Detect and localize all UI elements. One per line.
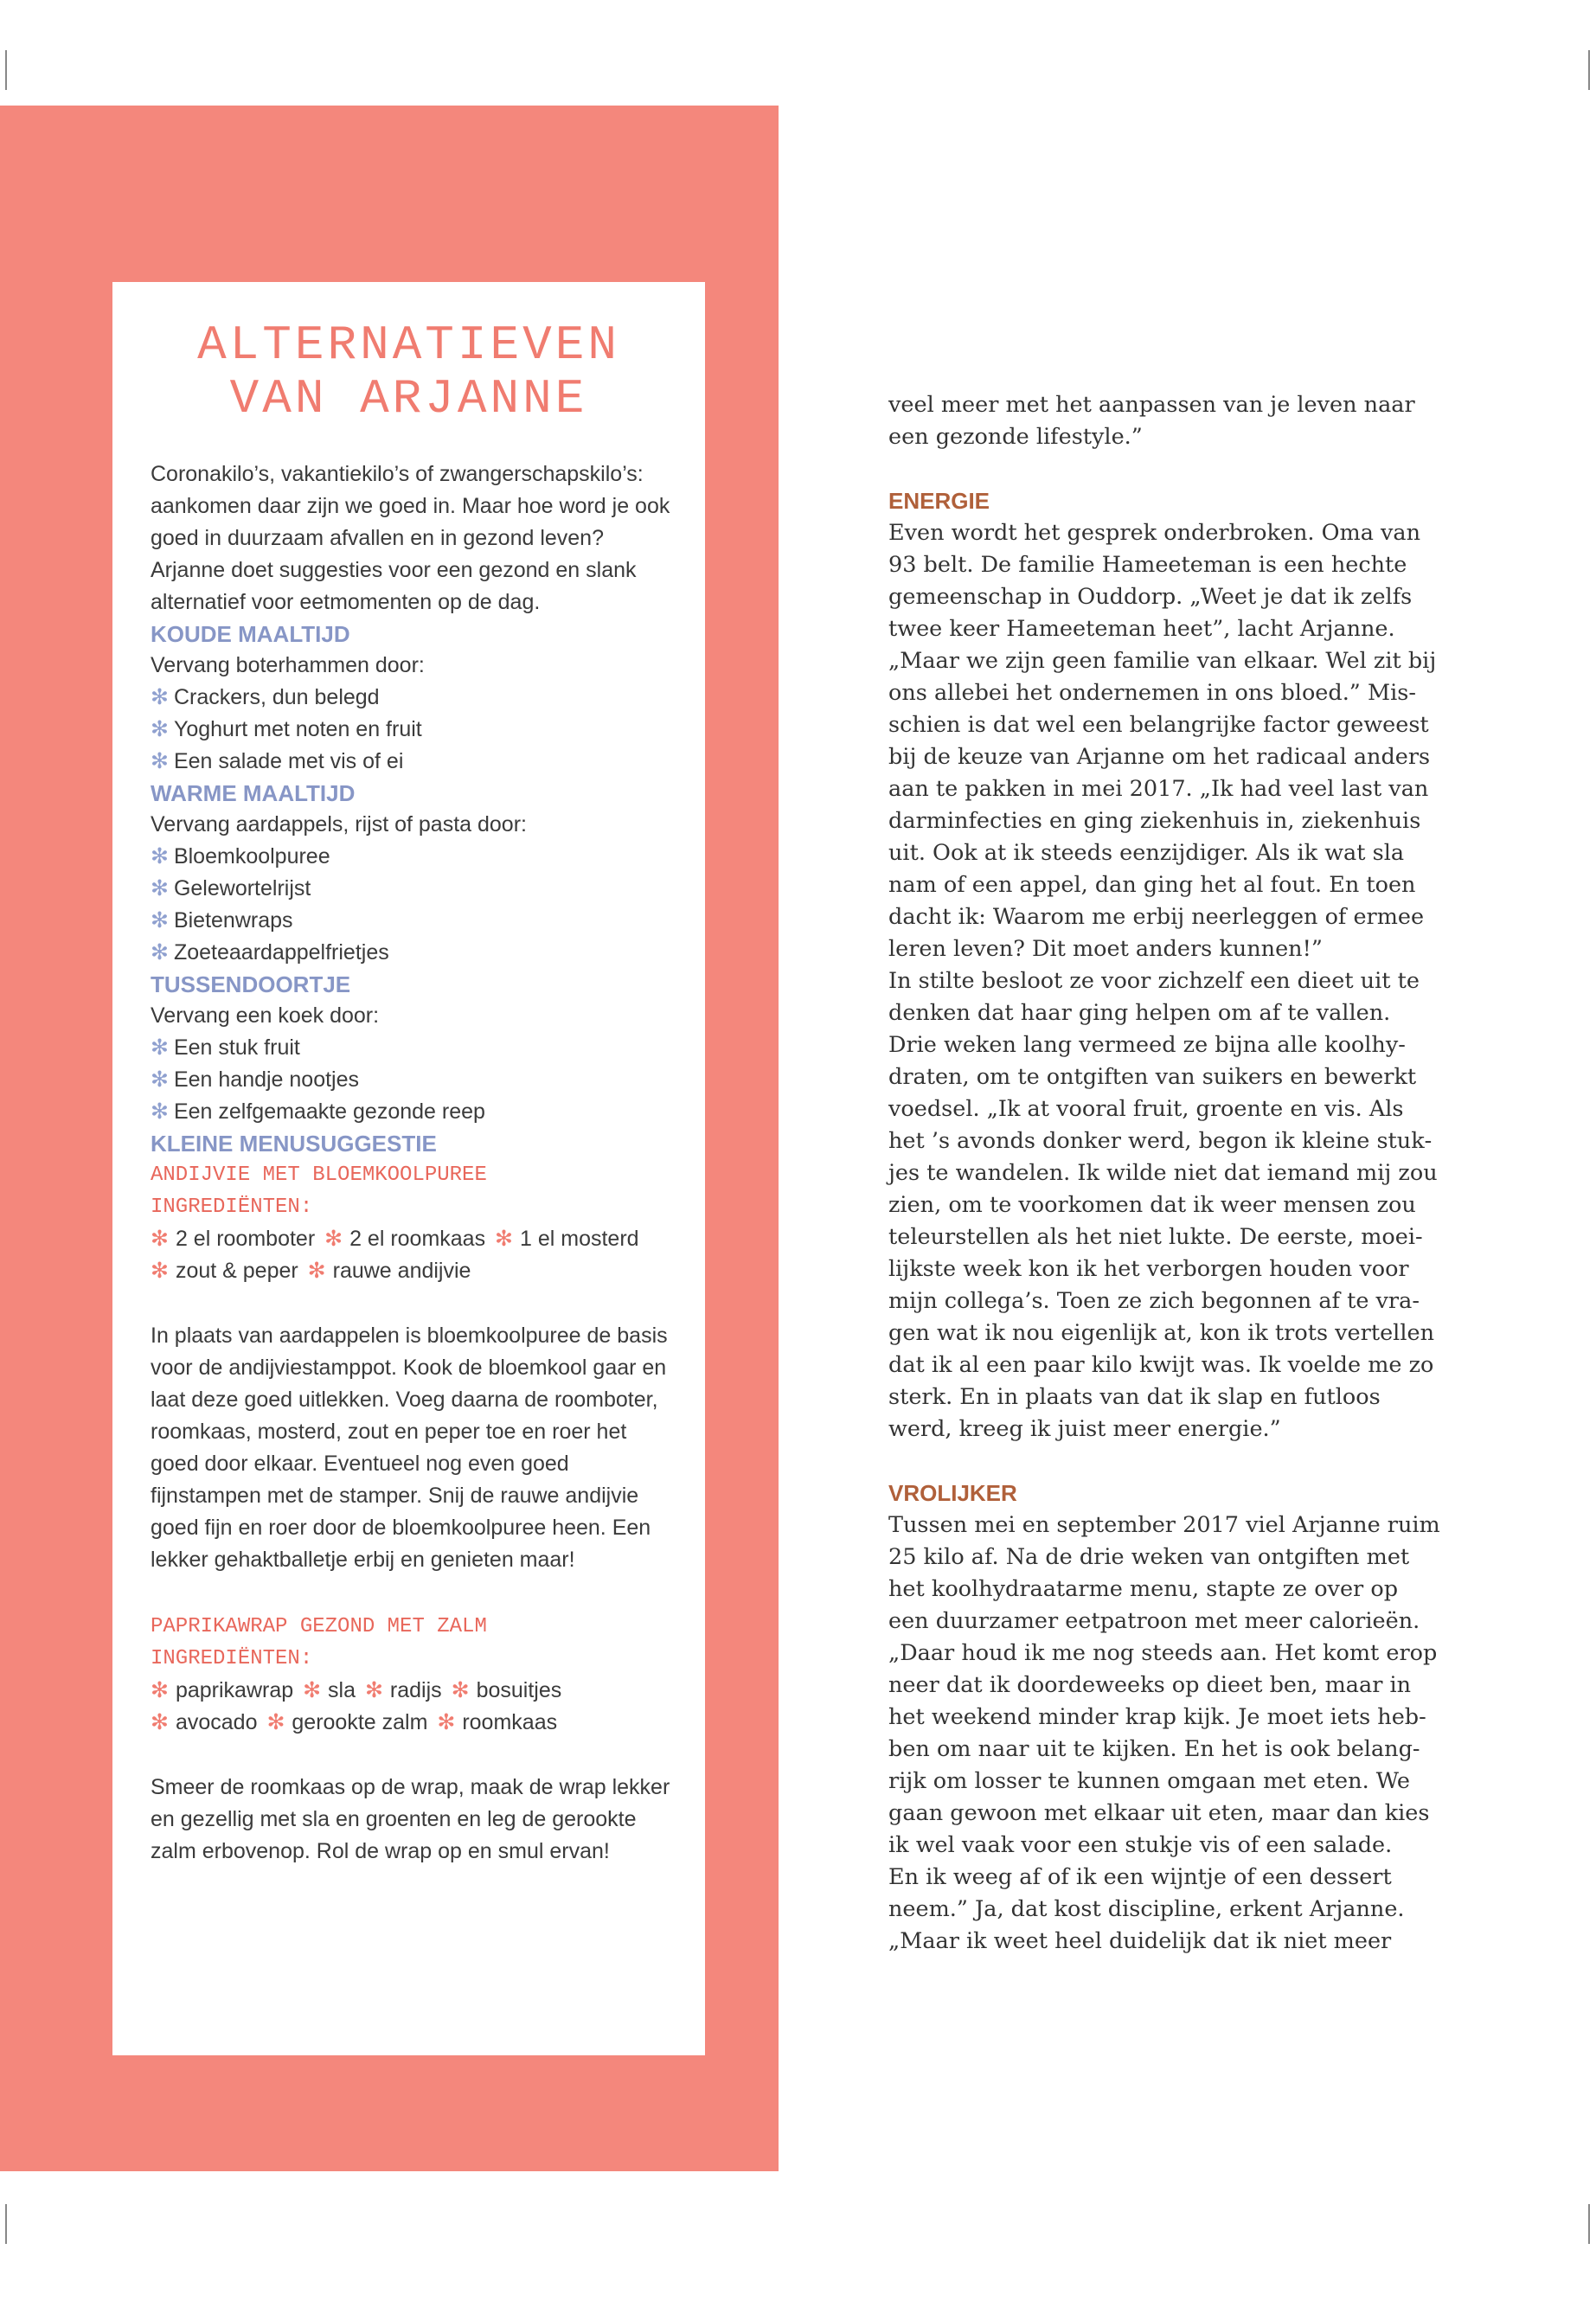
snack-list — [151, 1032, 678, 1128]
list-item-label: Crackers, dun belegd — [173, 685, 380, 709]
asterisk-icon: ✻ — [364, 1678, 383, 1702]
recipe1-ingredients-row1 — [151, 1223, 678, 1255]
list-item-label: Een salade met vis of ei — [173, 749, 404, 773]
list-item — [151, 905, 678, 937]
warm-meal-heading: WARME MAALTIJD — [151, 780, 356, 806]
asterisk-icon: ✻ — [303, 1678, 322, 1702]
asterisk-icon: ✻ — [151, 717, 169, 741]
list-item — [151, 682, 678, 714]
ingredient: sla — [328, 1678, 356, 1702]
asterisk-icon: ✻ — [151, 940, 169, 965]
warm-meal-list — [151, 841, 678, 969]
asterisk-icon: ✻ — [151, 1067, 169, 1092]
ingredient: 2 el roomboter — [175, 1227, 316, 1251]
menu-heading: KLEINE MENUSUGGESTIE — [151, 1131, 437, 1157]
ingredient: roomkaas — [462, 1710, 558, 1734]
list-item — [151, 1064, 678, 1096]
asterisk-icon: ✻ — [307, 1259, 326, 1283]
recipe1-ingredients-label: INGREDIËNTEN: — [151, 1195, 313, 1219]
vrolijker-heading: VROLIJKER — [888, 1480, 1017, 1506]
asterisk-icon: ✻ — [451, 1678, 470, 1702]
list-item-label: Zoeteaardappelfrietjes — [173, 940, 389, 965]
asterisk-icon: ✻ — [266, 1710, 285, 1734]
article-column — [888, 389, 1442, 1958]
list-item — [151, 841, 678, 873]
asterisk-icon: ✻ — [151, 1710, 169, 1734]
ingredient: zout & peper — [175, 1259, 298, 1283]
list-item-label: Een stuk fruit — [173, 1035, 300, 1060]
asterisk-icon: ✻ — [151, 1099, 169, 1124]
recipe2-ingredients-label: INGREDIËNTEN: — [151, 1647, 313, 1670]
asterisk-icon: ✻ — [151, 749, 169, 773]
asterisk-icon: ✻ — [151, 1259, 169, 1283]
list-item-label: Bietenwraps — [173, 908, 293, 933]
asterisk-icon: ✻ — [151, 908, 169, 933]
crop-mark-top-left — [5, 50, 7, 90]
energie-heading: ENERGIE — [888, 488, 990, 514]
recipe1-title: ANDIJVIE MET BLOEMKOOLPUREE — [151, 1163, 487, 1187]
ingredient: rauwe andijvie — [332, 1259, 471, 1283]
recipe2-ingredients-row1 — [151, 1675, 678, 1707]
list-item — [151, 873, 678, 905]
sidebar-title-line2: VAN ARJANNE — [229, 371, 588, 426]
asterisk-icon: ✻ — [495, 1227, 513, 1251]
asterisk-icon: ✻ — [437, 1710, 456, 1734]
ingredient: gerookte zalm — [292, 1710, 428, 1734]
crop-mark-bottom-right — [1588, 2204, 1590, 2244]
asterisk-icon: ✻ — [151, 844, 169, 868]
article-paragraph: En ik weeg af of ik een wijntje of een dessert neem.” Ja, dat kost discipline, erkent Arjanne. „Maar ik weet heel duidelijk dat ik niet meer — [888, 1864, 1405, 1954]
asterisk-icon: ✻ — [324, 1227, 343, 1251]
cold-meal-heading: KOUDE MAALTIJD — [151, 621, 350, 647]
asterisk-icon: ✻ — [151, 876, 169, 901]
asterisk-icon: ✻ — [151, 1227, 169, 1251]
list-item-label: Een zelfgemaakte gezonde reep — [173, 1099, 485, 1124]
list-item-label: Yoghurt met noten en fruit — [173, 717, 422, 741]
article-paragraph: In stilte besloot ze voor zichzelf een dieet uit te denken dat haar ging helpen om af te vallen. Drie weken lang vermeed ze bijna alle koolhydraten, om te ontgiften van suikers en bewerkt voedsel. „Ik at vooral fruit, groente en vis. Als het ’s avonds donker werd, begon ik kleine stukjes te wandelen. Ik wilde niet dat iemand mij zou zien, om te voorkomen dat ik weer mensen zou teleurstellen als het niet lukte. De eerste, moeilijkste week kon ik het verborgen houden voor mijn collega’s. Toen ze zich begonnen af te vragen wat ik nou eigenlijk at, kon ik trots vertellen dat ik al een paar kilo kwijt was. Ik voelde me zo sterk. En in plaats van dat ik slap en futloos werd, kreeg ik juist meer energie.” — [888, 968, 1438, 1442]
sidebar-title-line1: ALTERNATIEVEN — [197, 317, 620, 373]
ingredient: 1 el mosterd — [520, 1227, 639, 1251]
sidebar-card — [112, 282, 705, 2055]
snack-lead: Vervang een koek door: — [151, 1003, 380, 1028]
list-item-label: Gelewortelrijst — [173, 876, 311, 901]
list-item — [151, 937, 678, 969]
ingredient: 2 el roomkaas — [349, 1227, 486, 1251]
ingredient: avocado — [175, 1710, 258, 1734]
list-item — [151, 746, 678, 778]
ingredient: bosuitjes — [476, 1678, 562, 1702]
list-item — [151, 714, 678, 746]
article-paragraph: Even wordt het gesprek onderbroken. Oma van 93 belt. De familie Hameeteman is een hechte gemeenschap in Ouddorp. „Weet je dat ik zelfs twee keer Hameeteman heet”, lacht Arjanne. „Maar we zijn geen familie van elkaar. Wel zit bij ons allebei het ondernemen in ons bloed.” Misschien is dat wel een belangrijke factor geweest bij de keuze van Arjanne om het radicaal anders aan te pakken in mei 2017. „Ik had veel last van darminfecties en ging ziekenhuis in, ziekenhuis uit. Ook at ik steeds eenzijdiger. Als ik wat sla nam of een appel, dan ging het al fout. En toen dacht ik: Waarom me erbij neerleggen of ermee leren leven? Dit moet anders kunnen!” — [888, 520, 1437, 962]
asterisk-icon: ✻ — [151, 1035, 169, 1060]
flower-decoration-icon — [0, 2156, 138, 2277]
recipe2-title: PAPRIKAWRAP GEZOND MET ZALM — [151, 1615, 487, 1638]
sidebar-content — [151, 458, 678, 1868]
warm-meal-lead: Vervang aardappels, rijst of pasta door: — [151, 812, 527, 836]
cold-meal-list — [151, 682, 678, 778]
list-item — [151, 1032, 678, 1064]
list-item-label: Bloemkoolpuree — [173, 844, 330, 868]
asterisk-icon: ✻ — [151, 685, 169, 709]
recipe1-ingredients-row2 — [151, 1255, 678, 1287]
sidebar-title — [112, 318, 705, 426]
ingredient: radijs — [389, 1678, 442, 1702]
asterisk-icon: ✻ — [151, 1678, 169, 1702]
recipe2-ingredients-row2 — [151, 1707, 678, 1739]
cold-meal-lead: Vervang boterhammen door: — [151, 653, 425, 677]
article-paragraph: Tussen mei en september 2017 viel Arjanne ruim 25 kilo af. Na de drie weken van ontgiften met het koolhydraatarme menu, stapte ze over op een duurzamer eetpatroon met meer calorieën. „Daar houd ik me nog steeds aan. Het komt erop neer dat ik doordeweeks op dieet ben, maar in het weekend minder krap kijk. Je moet iets hebben om naar uit te kijken. En het is ook belangrijk om losser te kunnen omgaan met eten. We gaan gewoon met elkaar uit eten, maar dan kies ik wel vaak voor een stukje vis of een salade. — [888, 1512, 1440, 1858]
recipe1-method: In plaats van aardappelen is bloemkoolpuree de basis voor de andijviestamppot. Kook de bloemkool gaar en laat deze goed uitlekken. Voeg daarna de roomboter, roomkaas, mosterd, zout en peper toe en roer het goed door elkaar. Eventueel nog even goed fijnstampen met de stamper. Snij de rauwe andijvie goed fijn en roer door de bloemkoolpuree heen. Een lekker gehaktballetje erbij en genieten maar! — [151, 1324, 668, 1572]
crop-mark-top-right — [1588, 50, 1590, 90]
ingredient: paprikawrap — [175, 1678, 294, 1702]
list-item — [151, 1096, 678, 1128]
list-item-label: Een handje nootjes — [173, 1067, 360, 1092]
recipe2-method: Smeer de roomkaas op de wrap, maak de wrap lekker en gezellig met sla en groenten en leg de gerookte zalm erbovenop. Rol de wrap op en smul ervan! — [151, 1775, 670, 1863]
sidebar-intro: Coronakilo’s, vakantiekilo’s of zwangerschapskilo’s: aankomen daar zijn we goed in. Maar hoe word je ook goed in duurzaam afvallen en in gezond leven? Arjanne doet suggesties voor een gezond en slank alternatief voor eetmomenten op de dag. — [151, 462, 670, 614]
snack-heading: TUSSENDOORTJE — [151, 971, 351, 997]
article-paragraph: veel meer met het aanpassen van je leven naar een gezonde lifestyle.” — [888, 392, 1415, 450]
